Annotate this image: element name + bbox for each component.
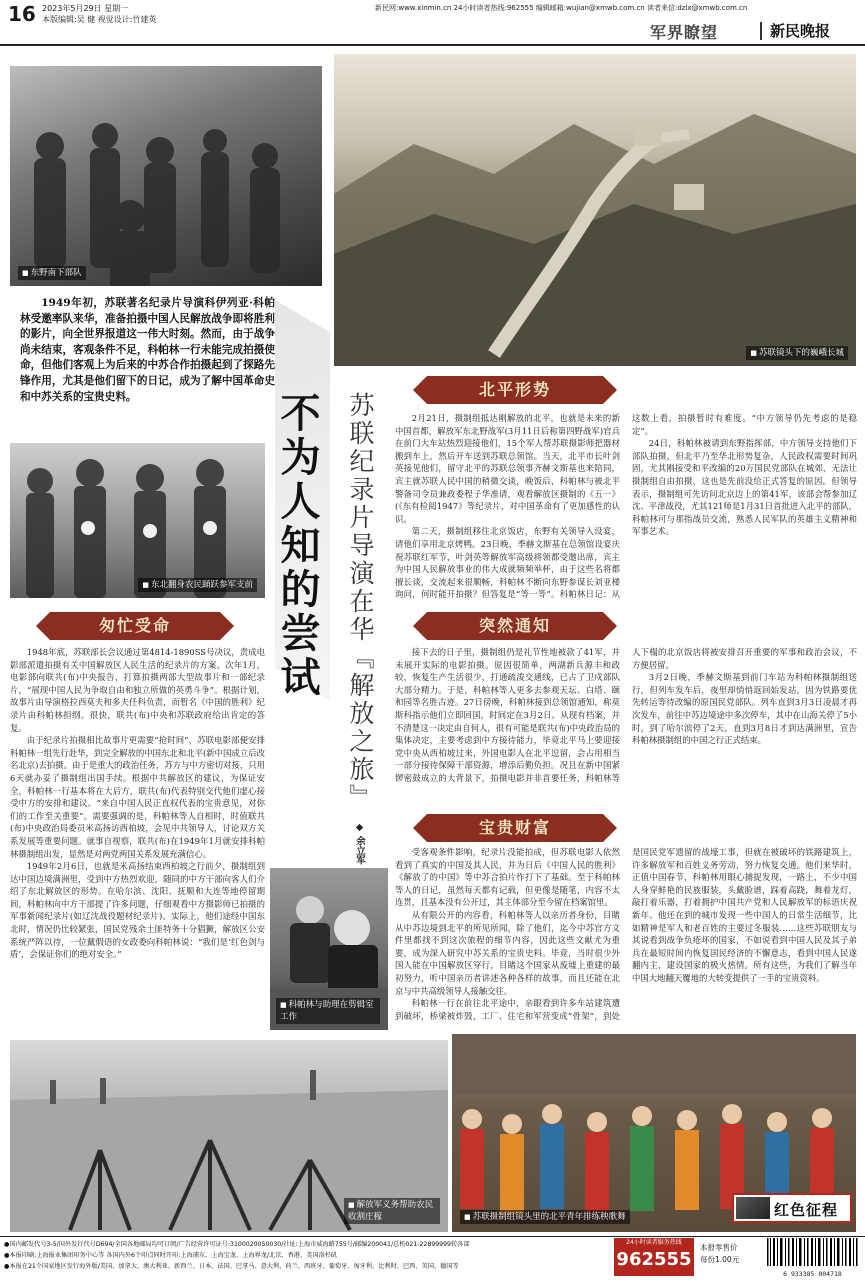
badge-label: 红色征程: [774, 1201, 839, 1219]
section-1-para-2: 由于纪录片拍摄相比故事片更需要“抢时间”，苏联电影部便安排科帕林一组先行赴华，到完全解放的中国东北和北平(新中国成立后改名北京)去拍摄。由于是重大的政治任务，苏方与中方密切对接，只用6天就办妥了摄制组出国手续。根据中共解放区的建议，为保证安全，科帕林一行基本将在大后方，联共(布)代表特别交代他们虚心接受中方的安排和建议。“来自中国人民正直权代表的宝贵意见，对你们的工作至关重要”。需要强调的是，科帕林等人自相时，时值联共(布)中央政治局委员米高扬访西柏坡，会见中共领导人，讨论双方关系发展等重要问题。就事自视察，联共(布)在1949年1月就安排科帕林摄制组出发，显然是对两党两国关系发展充满信心。: [10, 735, 265, 859]
section-4-para-2: 从有限公开的内容看，科帕林等人以亲历者身份，目睹从中苏边境到北平的所见所闻，除了他们，迄今中苏官方文件里都找不到这次旅程的细节内容，因此这些文献尤为重要，成为深入研究中苏关系的宝贵史料。毕竟，当时很少外国人能在中国解放区穿行，目睹这个国家从废墟上重建的最初努力，听中国亲历者讲述各种各样的故事，而且还能在北京与中共高级领导人接触交往。: [395, 909, 620, 996]
section-body-1: [10, 646, 265, 961]
section-2-para-1: 2月21日，摄制组抵达刚解放的北平，也就是未来的新中国首都，解放军东北野战军(3月11日后称第四野战军)官兵在前门大车站热烈迎接他们，15个军人帮苏联摄影师把器材搬到车上，然后开车送到苏联总领馆。当天，北平市长叶剑英接见他们，留守北平的苏联总领事齐赫文斯基也来陪同，宾主就苏联人民中国的稍微交谈，晚饭后，科帕林与被北平警备司令员兼政委程子华准请，观看解放区摄制的《五一》(《东有检阅1947》等纪录片，对中国革命有了更加感性的认识。: [395, 413, 620, 524]
section-4-para-1: 受客观条件影响，纪录片没能拍成，但苏联电影人依然看到了真实的中国及其人民，并为日后《中国人民的胜利》《解放了的中国》等中苏合拍片作打下了基础。至于科帕林等人的日记，虽然每天都有记载，但更像是随笔，内容不太连贯，且基本没有公开过，其主体部分至今留在档案馆里。: [395, 847, 620, 908]
section-body-2: [395, 412, 857, 604]
section-body-3: [395, 646, 857, 796]
barcode: [765, 1238, 860, 1276]
series-badge: [732, 1193, 852, 1223]
barcode-number: 6 933385 004718: [783, 1270, 842, 1278]
hotline-box: [614, 1238, 694, 1276]
section-2-para-3: 24日，科帕林被请到东野指挥部，中方领导支持他们下部队拍摄，但北平乃至华北形势复杂，人民政权需要时间巩固，尤其刚接受和平改编的20万国民党部队在城郊，无法让摄制组自由拍摄，这也是先前没给正式答复的原因。但领导表示，摄制组可先访问北京边上的第41军，该部会帮参加辽沈、平津战役，尤其121师是1月31日首批进入北平的部队，科帕林可与那指战员交流，熟悉人民军队的英雄主义精神和军事艺术。: [632, 438, 857, 537]
footer-info: [4, 1239, 608, 1272]
photo-editing-room: [270, 868, 388, 1030]
column-name: 军界瞭望: [650, 23, 719, 42]
headline-sub: 苏联纪录片导演在华『解放之旅』: [346, 392, 375, 812]
page-header: [0, 0, 865, 48]
photo-caption-great-wall: ■ 苏联镜头下的巍峨长城: [746, 346, 848, 360]
section-title-3: 突然通知: [427, 612, 603, 640]
barcode-bars: [765, 1238, 860, 1266]
price-value: 每份1.00元: [700, 1255, 740, 1264]
photo-caption-troops: ■ 东野南下部队: [18, 266, 86, 280]
section-4-para-3: 科帕林一行在前往北平途中，亲眼看到许多车站建筑遭到破坏，桥梁被炸毁，工厂、住宅和军营变成“骨架”，到处是国民党军遗留的战壕工事，但就在被破坏的铁路建筑上，许多解放军和百姓义务劳动，努力恢复交通。他们来华时，正值中国春节，科帕林用眼心捕捉发现，一路上，不少中国人身穿鲜艳的民族服装，头戴脸谱，踩着高跷，舞着龙灯，敲打着乐器，打着拥护中国共产党和人民解放军的标语庆祝新年。他还在到的城市发现一些中国人的日常生活细节，比如精神是军人和老百姓的主要过冬服装……这些苏联朋友与其说看到战争负疮坏的国家，不如说看到中国人民及其子弟兵在最短时间内恢复国民经济的不懈意志，看到中国人民遂翻内主，建设国家的极火热情。所有这些，为我们了解当年中国大地翻天覆地的大转变提供了一手的宝贵资料。: [395, 847, 857, 1021]
page-number: 16: [8, 2, 36, 26]
hotline-number: 962555: [616, 1249, 692, 1270]
lead-paragraph: 1949年初，苏联著名纪录片导演科伊列亚·科帕林受邀率队来华，准备拍摄中国人民解放战争即将胜利的影片，向全世界报道这一伟大时刻。然而，由于战争尚未结束，客观条件不足，科帕林一行未能完成拍摄使命，但他们客观上为后来的中苏合作拍摄起到了探路先锋作用，尤其是他们留下的日记，成为了解中国革命史和中苏关系的宝贵史料。: [20, 297, 275, 403]
section-3-para-2: 3月2日晚，季赫文斯基到前门车站为科帕林摄制组送行，但列车发车后，夜里却悄悄返回始发站，因为铁路要优先转运等待改编的原国民党部队。列车直到3月3日凌晨才再次发车，前往中苏边境途中多次停车，其中在山海关停了5小时，到了哈尔滨停了2天，直到3月8日才到达满洲里，宣告科帕林摄制组的中国之行正式结束。: [632, 672, 857, 746]
section-title-4: 宝贵财富: [427, 814, 603, 842]
badge-icon: [736, 1197, 770, 1219]
section-body-4: [395, 846, 857, 1024]
photo-caption-harvest: ■ 解放军义务帮助农民收割庄稼: [344, 1198, 440, 1224]
editor-credit: 本版编辑:吴 健 视觉设计:竹建英: [42, 15, 157, 24]
section-1-para-3: 1949年2月6日，也就是米高扬结束西柏坡之行前夕，摄制组到达中国边境满洲里，受到中方热烈欢迎，随同的中方干部向客人们介绍了东北解放区的形势。在哈尔滨、沈阳、抚顺和大连等地停留期间，科帕林向中方干部提了许多问题，仔细观看中方摄影师已拍摄的军事新闻纪录片(如辽沈战役题材纪录片)。实际上，他们途经中国东北时，情况仍比较紧张，国民党残余土匪特务十分猖獗，解放区公安系统严阵以待，一位戴假语的女政委向科帕林说：“我们是‘红色剑与盾’，会保证你们的绝对安全。”: [10, 861, 265, 960]
price-info: [700, 1242, 760, 1266]
footer-line-1: ●国内邮发代号3-5/国外发行代号D694/全国各地邮局均可订阅/广告经营许可证号:3100020050030/社址:上海市威海路755号/邮编200041/总机021-22899999转各部: [4, 1241, 470, 1248]
author-byline: ◆ 余立军: [354, 822, 365, 865]
photo-caption-peasants: ■ 东北翻身农民踊跃参军支前: [138, 578, 257, 592]
section-3-para-1: 接下去的日子里，摄制组仍是礼节性地被款了41军，并未展开实际的电影拍摄。原因很简单，两湖新兵源丰和政较，恢复生产生活很少，打通疏浚交通线，已占了卫戍部队大部分精力。于是，科帕林等人更多去参观天坛、白塔、颐和园等名胜古迹。27日傍晚，科帕林接到总领馆通知，称莫斯科指示他们立即回国，时间定在3月2日。从现有档案，并不清楚这一决定由自何人，很有可能是联共(布)中央政治局的集体决定，主要考虑到中方接待能力，毕竟北平马上要迎接党中央从西柏坡过来，外国电影人在北平逗留，会占用相当一部分接待保障干部资源，增添后勤负担。况且在新中国紧锣密鼓成立的大背景下，拍摄电影并非首要任务，科帕林等人下榻的北京饭店将被安排召开重要的军事和政治会议，不方便居留。: [395, 647, 857, 783]
great-wall-illustration: [334, 54, 856, 366]
photo-great-wall: [334, 54, 856, 366]
contact-line: 新民网:www.xinmin.cn 24小时读者热线:962555 编辑邮箱:wujian@xmwb.com.cn 读者来信:dzlx@xmwb.com.cn: [375, 4, 748, 12]
section-title-2: 北平形势: [427, 376, 603, 404]
section-2-para-2: 第二天，摄制组移住北京饭店，东野有关领导入设宴，请他们享用北京烤鸭。23日晚，季赫文斯基在总领馆设宴庆祝苏联红军节，叶剑英等解放军高级将领都受邀出席，宾主为中国人民解放事业的伟大成就频频举杯，由于这些名将都擅长谈，交流起来很顺畅，科帕林不断向东野参谋长刘亚楼询问，何时能开拍摄？但答复是“等一等”。科帕林日记：从这数上看，拍摄暂时有难度。“中方领导仍先考虑的是稳定”。: [395, 413, 857, 600]
price-label: 本报零售价: [700, 1243, 738, 1252]
peasants-illustration: [10, 443, 265, 598]
footer-line-2: ●本报印刷:上海报业集团印务中心等 各国内外6个印点同时开印:上海浦东、上海宝龙、上海界龙/北京、香港、美国洛杉矶: [4, 1252, 338, 1259]
footer-line-3: ●本报在21个国家地区发行海外版/美国、加拿大、澳大利亚、新西兰、日本、法国、巴拿马、意大利、荷兰、西班牙、葡萄牙、匈牙利、比利时、巴西、英国、德国等: [4, 1263, 459, 1270]
header-rule: [0, 44, 865, 46]
photo-peasants: [10, 443, 265, 598]
troops-illustration: [10, 66, 322, 286]
footer-rule: [0, 1236, 865, 1237]
hotline-label: 24小时读者服务热线: [626, 1239, 682, 1246]
section-title-1: 匆忙受命: [50, 612, 220, 640]
headline-main: 不为人知的尝试: [274, 392, 320, 700]
header-divider: [760, 22, 762, 40]
photo-caption-yangge: ■ 苏联摄制组镜头里的北平青年排练秧歌舞: [460, 1210, 630, 1224]
photo-caption-editing-room: ■ 科帕林与助理在剪辑室工作: [276, 998, 380, 1024]
paper-logo: 新民晚报: [770, 22, 831, 40]
photo-harvest: [10, 1040, 448, 1232]
issue-date: 2023年5月29日 星期一: [42, 4, 129, 13]
photo-troops: [10, 66, 322, 286]
section-1-para-1: 1948年底，苏联部长会议通过第4814-1890SS号决议，责成电影部派遣拍摄有关中国解放区人民生活的纪录片的方案。次年1月，电影部向联共(布)中央报告，打算拍摄两部大型故事片和一部纪录片，“展现中国人民为争取自由和独立所做的英勇斗争”。根据计划，故事片由导演格拉西莫夫和多夫任科负责，而暂名《中国的胜利》纪录片由科帕林担纲。很快，联共(布)中央和苏联政府给出肯定的答复。: [10, 647, 265, 733]
